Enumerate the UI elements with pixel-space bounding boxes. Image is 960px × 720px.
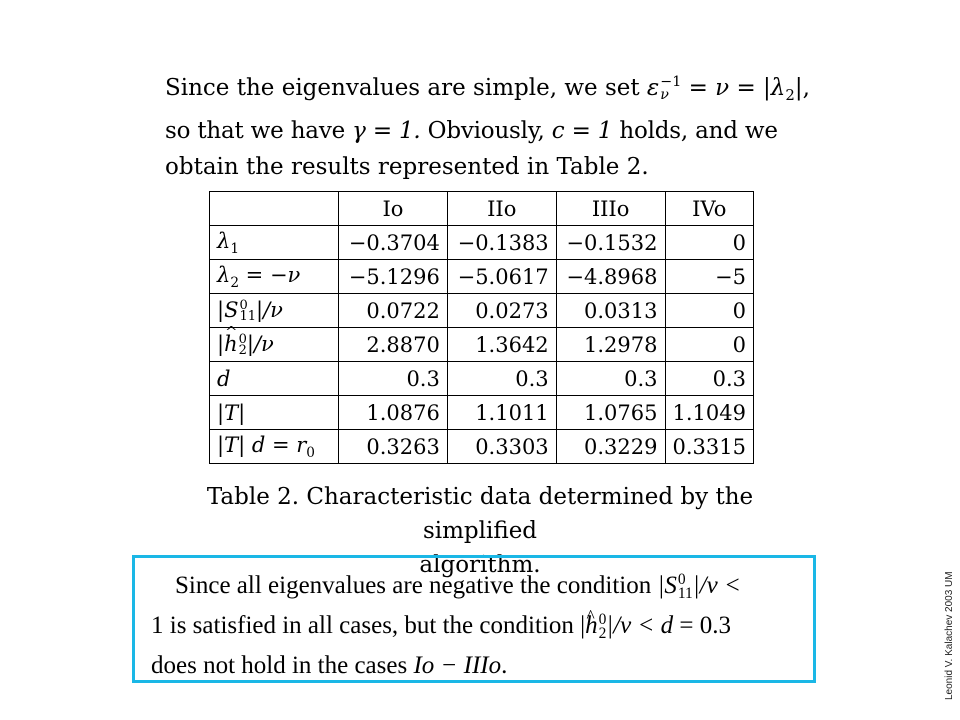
table-row: [210, 294, 754, 328]
s-scripts: [239, 297, 257, 325]
highlighted-conclusion: [132, 555, 816, 683]
r-subscript: 0: [306, 444, 315, 461]
results-table: [209, 191, 754, 464]
intro-text-2a: so that we have: [165, 118, 346, 145]
intro-paragraph: [165, 70, 825, 185]
h-hat-symbol: ^ h: [585, 606, 598, 646]
header-ivo: IVo: [665, 192, 754, 226]
intro-line-1: [165, 74, 810, 105]
epsilon-symbol: ε: [646, 75, 660, 101]
table-cell: 0.0313: [556, 294, 665, 328]
table-cell: −5.1296: [339, 260, 448, 294]
table-row: [210, 328, 754, 362]
conclusion-line-3: [151, 652, 507, 679]
lambda-index: 2: [785, 86, 795, 105]
cases-range: Io − IIIo: [413, 652, 502, 679]
conclusion-text-2: 1 is satisfied in all cases, but the condition: [151, 612, 581, 639]
table-cell: −5: [665, 260, 754, 294]
row-label-d: [210, 362, 339, 396]
c-equation: c = 1: [551, 118, 613, 145]
table-cell: 0.3229: [556, 430, 665, 464]
table-cell: 0: [665, 328, 754, 362]
h-subscript: 2: [598, 625, 607, 643]
h-hat-symbol: ^ h: [224, 332, 238, 356]
table-cell: 0.3303: [447, 430, 556, 464]
table-cell: 0.3315: [665, 430, 754, 464]
row-label-s11: [210, 294, 339, 328]
intro-text-2c: holds, and we: [619, 118, 778, 145]
lambda-symbol: λ: [217, 262, 231, 287]
s-over-nu-less: |/ν <: [692, 572, 741, 599]
conclusion-text-3: does not hold in the cases: [151, 652, 414, 679]
row-label-t: [210, 396, 339, 430]
caption-line-1: Table 2. Characteristic data determined by the simplified: [206, 484, 754, 544]
row-label-td: [210, 430, 339, 464]
table-cell: 0.3: [339, 362, 448, 396]
table-cell: 2.8870: [339, 328, 448, 362]
equation-end: |,: [794, 75, 810, 101]
table-cell: −0.1532: [556, 226, 665, 260]
table-cell: −5.0617: [447, 260, 556, 294]
h-open-bar: |: [580, 612, 586, 639]
table-header-row: [210, 192, 754, 226]
table-row: [210, 226, 754, 260]
table-cell: 0.0273: [447, 294, 556, 328]
table-cell: 1.0876: [339, 396, 448, 430]
table-cell: −4.8968: [556, 260, 665, 294]
s-over-nu: |/ν: [256, 297, 283, 322]
table-cell: 1.1049: [665, 396, 754, 430]
s-symbol: |S: [217, 297, 239, 322]
s-superscript: 0: [239, 297, 248, 313]
h-open-bar: |: [217, 331, 225, 356]
t-symbol: |T|: [217, 400, 246, 425]
h-superscript: 0: [598, 611, 607, 629]
equals-r: = r: [265, 432, 307, 457]
header-iiio: IIIo: [556, 192, 665, 226]
header-io: Io: [339, 192, 448, 226]
s-scripts: [678, 573, 693, 601]
table-cell: 0.3263: [339, 430, 448, 464]
table-cell: −0.3704: [339, 226, 448, 260]
table-cell: 1.2978: [556, 328, 665, 362]
h-over-nu: |/ν: [246, 331, 274, 356]
table-cell: 0.3: [447, 362, 556, 396]
table-cell: 0: [665, 226, 754, 260]
table-cell: 1.0765: [556, 396, 665, 430]
author-side-label: Leonid V. Kalachev 2003 UM: [944, 571, 955, 700]
epsilon-scripts: [660, 76, 681, 102]
intro-line-2: [165, 118, 778, 144]
table-cell: 0.0722: [339, 294, 448, 328]
t-abs: |T|: [217, 432, 252, 457]
conclusion-period: .: [501, 652, 508, 679]
d-value: = 0.3: [673, 612, 732, 639]
row-label-lambda2: [210, 260, 339, 294]
row-label-lambda1: [210, 226, 339, 260]
row-label-h2: [210, 328, 339, 362]
table-cell: 0.3: [556, 362, 665, 396]
lambda-symbol: λ: [217, 228, 231, 253]
equation-nu-lambda: = ν = |λ: [688, 75, 786, 101]
table-cell: 1.1011: [447, 396, 556, 430]
s-subscript: 11: [239, 309, 257, 325]
lambda-subscript: 1: [230, 240, 239, 257]
gamma-equation: γ = 1.: [352, 118, 421, 145]
conclusion-line-2: [151, 611, 732, 643]
lambda-equals-nu: = −ν: [239, 262, 301, 287]
d-symbol: d: [217, 366, 231, 391]
intro-text-2b: Obviously,: [427, 118, 545, 145]
table-cell: 0: [665, 294, 754, 328]
lambda-subscript: 2: [230, 274, 239, 291]
s-symbol: |S: [657, 572, 677, 599]
intro-text-1: Since the eigenvalues are simple, we set: [165, 75, 640, 101]
table-row: [210, 260, 754, 294]
d-symbol: d: [251, 432, 266, 457]
epsilon-subscript: ν: [660, 87, 669, 103]
table-cell: −0.1383: [447, 226, 556, 260]
header-empty: [210, 192, 339, 226]
d-symbol: d: [660, 612, 674, 639]
intro-line-3: obtain the results represented in Table 2.: [165, 154, 649, 181]
h-superscript: 0: [238, 331, 247, 347]
caption-line-2: algorithm.: [419, 552, 541, 578]
table-row: [210, 362, 754, 396]
table-cell: 1.3642: [447, 328, 556, 362]
epsilon-exponent: −1: [660, 74, 682, 91]
conclusion-text-1: Since all eigenvalues are negative the condition: [175, 572, 658, 599]
h-scripts: [238, 331, 247, 359]
s-superscript: 0: [677, 571, 686, 589]
table-cell: 0.3: [665, 362, 754, 396]
s-subscript: 11: [677, 585, 693, 603]
header-iio: IIo: [447, 192, 556, 226]
h-over-nu-less: |/ν <: [606, 612, 661, 639]
h-subscript: 2: [238, 343, 247, 359]
conclusion-line-1: [151, 571, 741, 603]
table-row: [210, 396, 754, 430]
table-row: [210, 430, 754, 464]
